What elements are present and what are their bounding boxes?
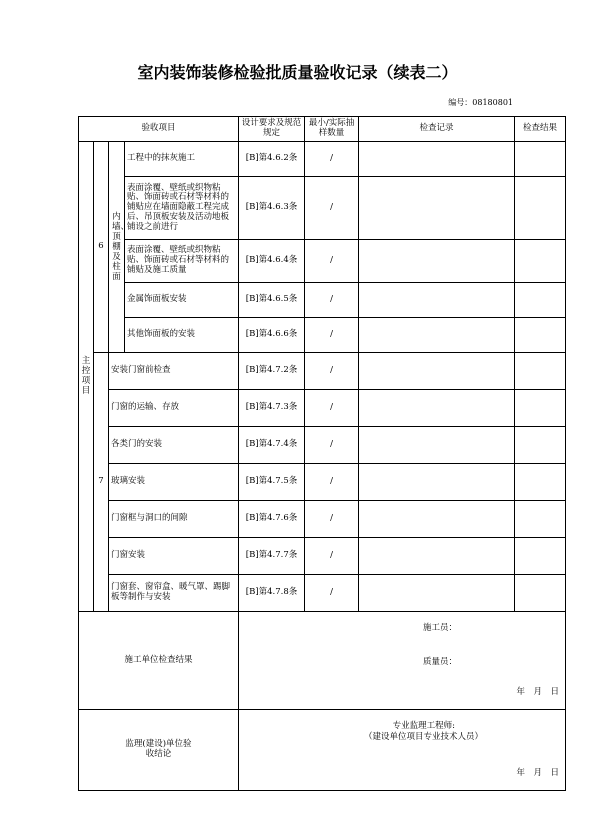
req-cell: [B]第4.7.4条 <box>239 427 305 464</box>
supervision-date: 年 月 日 <box>516 768 560 778</box>
req-cell: [B]第4.7.7条 <box>239 538 305 575</box>
result-cell[interactable] <box>515 353 566 390</box>
result-cell[interactable] <box>515 390 566 427</box>
table-row <box>79 318 566 353</box>
header-row <box>79 117 566 142</box>
item-label: 安装门窗前检查 <box>109 353 239 390</box>
sample-cell[interactable]: / <box>305 240 359 283</box>
table-row <box>79 283 566 318</box>
result-cell[interactable] <box>515 283 566 318</box>
sample-cell[interactable]: / <box>305 575 359 612</box>
record-cell[interactable] <box>359 390 515 427</box>
sample-cell[interactable]: / <box>305 427 359 464</box>
worker-label: 施工员： <box>423 623 458 633</box>
sample-cell[interactable]: / <box>305 353 359 390</box>
group-7-number: 7 <box>94 353 109 612</box>
group-6-number: 6 <box>94 142 109 353</box>
table-row <box>79 427 566 464</box>
sample-cell[interactable]: / <box>305 142 359 177</box>
req-cell: [B]第4.6.5条 <box>239 283 305 318</box>
result-cell[interactable] <box>515 538 566 575</box>
table-row <box>79 464 566 501</box>
group-6-name: 内墙、顶棚及柱面 <box>109 142 125 353</box>
construction-signature-area[interactable] <box>239 612 566 710</box>
sample-cell[interactable]: / <box>305 318 359 353</box>
record-cell[interactable] <box>359 575 515 612</box>
record-cell[interactable] <box>359 353 515 390</box>
header-sample: 最小/实际抽样数量 <box>305 117 359 142</box>
sample-cell[interactable]: / <box>305 464 359 501</box>
inspection-table <box>78 116 566 791</box>
engineer-label: 专业监理工程师: <box>392 721 456 731</box>
page-title: 室内装饰装修检验批质量验收记录（续表二） <box>137 63 458 82</box>
sample-cell[interactable]: / <box>305 390 359 427</box>
req-cell: [B]第4.6.3条 <box>239 177 305 240</box>
sample-cell[interactable]: / <box>305 501 359 538</box>
record-cell[interactable] <box>359 142 515 177</box>
record-cell[interactable] <box>359 283 515 318</box>
construction-date: 年 月 日 <box>516 687 560 697</box>
header-item: 验收项目 <box>79 117 239 142</box>
record-cell[interactable] <box>359 318 515 353</box>
table-row <box>79 240 566 283</box>
req-cell: [B]第4.7.6条 <box>239 501 305 538</box>
item-label: 门窗安装 <box>109 538 239 575</box>
req-cell: [B]第4.6.6条 <box>239 318 305 353</box>
record-cell[interactable] <box>359 427 515 464</box>
result-cell[interactable] <box>515 427 566 464</box>
table-row <box>79 177 566 240</box>
item-label: 表面涂覆、壁纸或织物粘贴、饰面砖或石材等材料的铺贴及施工质量 <box>125 240 239 283</box>
quality-label: 质量员： <box>423 657 458 667</box>
record-cell[interactable] <box>359 464 515 501</box>
item-label: 表面涂覆、壁纸或织物粘贴、饰面砖或石材等材料的铺贴应在墙面隐蔽工程完成后、吊顶板安装及活动地板铺设之前进行 <box>125 177 239 240</box>
engineer-note: （建设单位项目专业技术人员） <box>364 732 484 742</box>
table-row <box>79 353 566 390</box>
table-row <box>79 501 566 538</box>
item-label: 各类门的安装 <box>109 427 239 464</box>
req-cell: [B]第4.7.3条 <box>239 390 305 427</box>
table-row <box>79 390 566 427</box>
result-cell[interactable] <box>515 501 566 538</box>
header-result: 检查结果 <box>515 117 566 142</box>
result-cell[interactable] <box>515 464 566 501</box>
item-label: 玻璃安装 <box>109 464 239 501</box>
header-req: 设计要求及规范规定 <box>239 117 305 142</box>
main-control-label: 主控项目 <box>79 142 94 612</box>
result-cell[interactable] <box>515 240 566 283</box>
req-cell: [B]第4.7.5条 <box>239 464 305 501</box>
record-cell[interactable] <box>359 538 515 575</box>
req-cell: [B]第4.6.4条 <box>239 240 305 283</box>
item-label: 门窗套、窗帘盒、暖气罩、踢脚板等制作与安装 <box>109 575 239 612</box>
result-cell[interactable] <box>515 177 566 240</box>
sample-cell[interactable]: / <box>305 538 359 575</box>
item-label: 门窗框与洞口的间隙 <box>109 501 239 538</box>
result-cell[interactable] <box>515 318 566 353</box>
req-cell: [B]第4.6.2条 <box>239 142 305 177</box>
table-row <box>79 575 566 612</box>
sample-cell[interactable]: / <box>305 283 359 318</box>
item-label: 其他饰面板的安装 <box>125 318 239 353</box>
supervision-row <box>79 710 566 791</box>
item-label: 门窗的运输、存放 <box>109 390 239 427</box>
document-code: 编号：08180801 <box>448 98 513 107</box>
result-cell[interactable] <box>515 142 566 177</box>
table-row <box>79 142 566 177</box>
req-cell: [B]第4.7.2条 <box>239 353 305 390</box>
result-cell[interactable] <box>515 575 566 612</box>
req-cell: [B]第4.7.8条 <box>239 575 305 612</box>
table-row <box>79 538 566 575</box>
item-label: 工程中的抹灰施工 <box>125 142 239 177</box>
construction-label: 施工单位检查结果 <box>79 612 239 710</box>
supervision-label: 监理(建设)单位验收结论 <box>79 710 239 791</box>
record-cell[interactable] <box>359 501 515 538</box>
item-label: 金属饰面板安装 <box>125 283 239 318</box>
supervision-signature-area[interactable] <box>239 710 566 791</box>
sample-cell[interactable]: / <box>305 177 359 240</box>
record-cell[interactable] <box>359 240 515 283</box>
construction-row <box>79 612 566 710</box>
header-record: 检查记录 <box>359 117 515 142</box>
record-cell[interactable] <box>359 177 515 240</box>
